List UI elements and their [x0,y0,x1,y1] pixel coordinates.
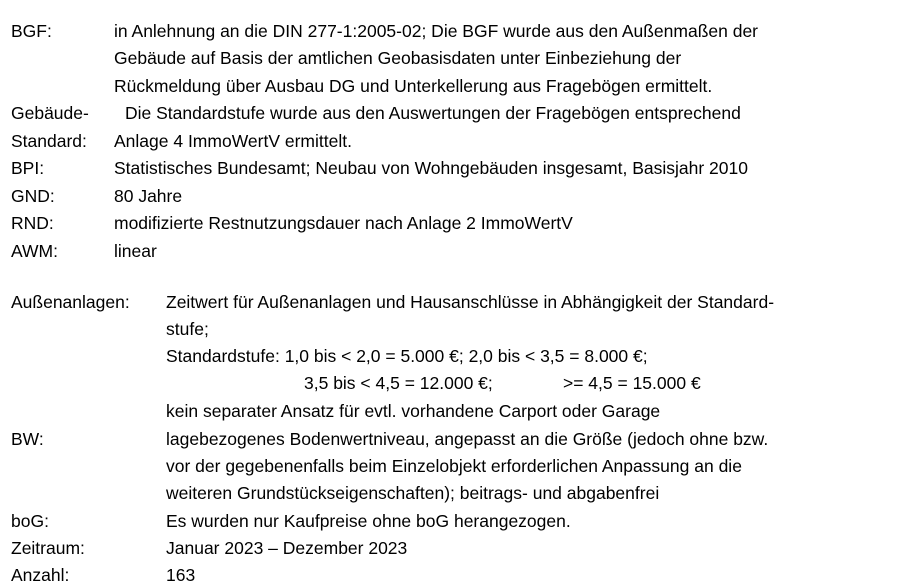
aussenanlagen-tier-3-value: 3,5 bis < 4,5 = 12.000 €; [304,373,493,393]
bpi-value: Statistisches Bundesamt; Neubau von Wohngebäuden insgesamt, Basisjahr 2010 [114,158,748,178]
rnd-label: RND: [11,213,54,233]
gebaeude-standard-text-line-1: Die Standardstufe wurde aus den Auswertungen der Fragebögen entsprechend [125,103,741,123]
aussenanlagen-text-line-4: kein separater Ansatz für evtl. vorhandene Carport oder Garage [166,401,661,421]
gnd-label: GND: [11,186,55,206]
gebaeude-standard-label-2: Standard: [11,131,87,151]
bgf-label: BGF: [11,21,52,41]
bw-text-line-2: vor der gegebenenfalls beim Einzelobjekt erforderlichen Anpassung an die [166,456,742,476]
bw-text-line-3: weiteren Grundstückseigenschaften); beitrags- und abgabenfrei [166,483,660,503]
aussenanlagen-text-line-1: Zeitwert für Außenanlagen und Hausanschlüsse in Abhängigkeit der Standard- [166,292,775,312]
bog-label: boG: [11,511,49,531]
awm-label: AWM: [11,241,58,261]
zeitraum-value: Januar 2023 – Dezember 2023 [166,538,408,558]
anzahl-label: Anzahl: [11,565,70,585]
bgf-text-line-1: in Anlehnung an die DIN 277-1:2005-02; Die BGF wurde aus den Außenmaßen der [114,21,759,41]
awm-value: linear [114,241,157,261]
aussenanlagen-tier-4-value: >= 4,5 = 15.000 € [563,373,701,393]
aussenanlagen-label: Außenanlagen: [11,292,130,312]
bw-label: BW: [11,429,44,449]
bgf-text-line-3: Rückmeldung über Ausbau DG und Unterkellerung aus Fragebögen ermittelt. [114,76,713,96]
anzahl-value: 163 [166,565,196,585]
bgf-text-line-2: Gebäude auf Basis der amtlichen Geobasisdaten unter Einbeziehung der [114,48,682,68]
aussenanlagen-text-line-2: stufe; [166,319,209,339]
rnd-value: modifizierte Restnutzungsdauer nach Anlage 2 ImmoWertV [114,213,573,233]
bog-value: Es wurden nur Kaufpreise ohne boG herangezogen. [166,511,571,531]
aussenanlagen-standardstufe-line: Standardstufe: 1,0 bis < 2,0 = 5.000 €; 2,0 bis < 3,5 = 8.000 €; [166,346,648,366]
zeitraum-label: Zeitraum: [11,538,85,558]
gebaeude-standard-label-1: Gebäude- [11,103,89,123]
bw-text-line-1: lagebezogenes Bodenwertniveau, angepasst an die Größe (jedoch ohne bzw. [166,429,769,449]
bpi-label: BPI: [11,158,45,178]
gnd-value: 80 Jahre [114,186,183,206]
gebaeude-standard-text-line-2: Anlage 4 ImmoWertV ermittelt. [114,131,352,151]
